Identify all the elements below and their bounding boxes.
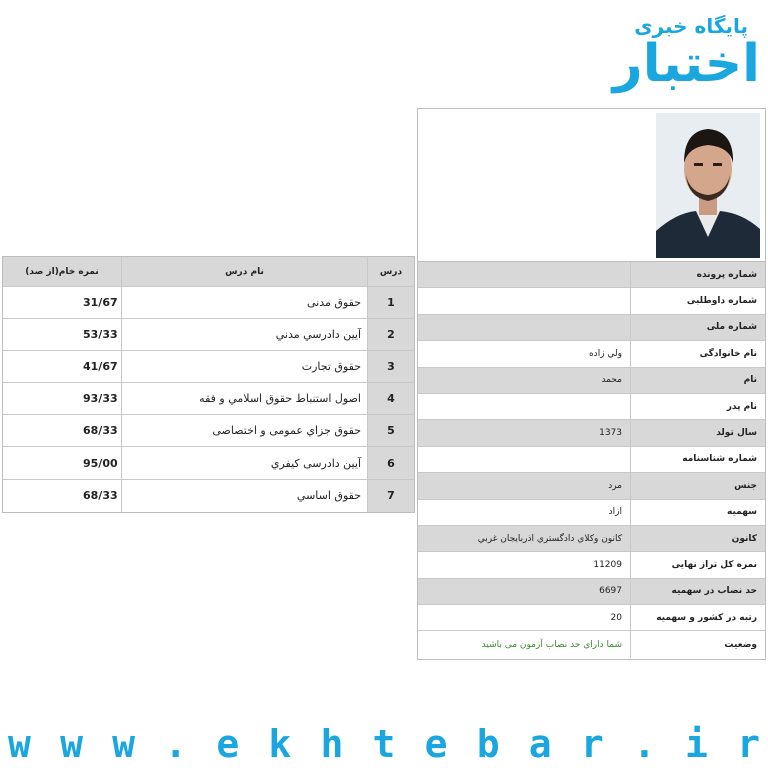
course-num: 2 [367,319,414,350]
row-label: کانون [630,526,765,551]
row-value [418,315,630,340]
row-value [418,394,630,419]
profile-rows [418,262,765,658]
row-label: سال تولد [630,420,765,445]
course-score: 53/33 [83,328,118,342]
row-label: جنس [630,473,765,498]
table-row [3,383,414,415]
url-char: . [164,722,188,766]
url-char: b [476,722,500,766]
row-value: 11209 [593,559,622,570]
header-course-num: درس [367,257,414,286]
row-value: كانون وكلاي دادگستري اذربايجان غربي [418,526,630,551]
header-raw-score: نمره خام(از صد) [25,266,99,277]
course-num: 1 [367,287,414,318]
table-row [3,351,414,383]
logo-wordmark: اختبار [612,34,760,94]
table-row [3,319,414,351]
site-logo [610,12,760,102]
row-value: ازاد [608,507,622,518]
person-portrait-icon [656,113,760,258]
table-row [3,480,414,512]
url-char: e [216,722,240,766]
url-char: w [8,722,31,766]
course-name: حقوق تجارت [121,351,367,382]
photo-area [418,109,765,262]
row-label: شماره شناسنامه [630,447,765,472]
course-score: 41/67 [83,360,118,374]
row-label: نام [630,368,765,393]
row-value: 6697 [418,579,630,604]
row-label: نام خانوادگی [630,341,765,366]
row-father-name [418,394,765,420]
row-candidate-number [418,288,765,314]
header-course-name: نام درس [121,257,367,286]
row-label: نام پدر [630,394,765,419]
row-first-name [418,368,765,394]
url-char: i [685,722,708,766]
status-value: شما دارای حد نصاب آزمون می باشید [481,639,622,650]
course-score: 31/67 [83,296,118,310]
row-value [418,288,630,313]
row-status [418,631,765,657]
url-char: a [528,722,552,766]
candidate-photo [656,113,760,258]
row-label: شماره داوطلبی [630,288,765,313]
row-value: محمد [418,368,630,393]
url-char: r [580,722,604,766]
site-url [0,722,768,768]
course-name: اصول استنباط حقوق اسلامي و فقه [121,383,367,414]
row-birth-year [418,420,765,446]
course-score: 95/00 [83,456,118,470]
url-char: w [60,722,83,766]
row-total-score [418,552,765,578]
course-num: 6 [367,447,414,478]
row-value [418,447,630,472]
row-value: ولي زاده [588,348,622,359]
row-label: رتبه در کشور و سهمیه [630,605,765,630]
row-quota [418,500,765,526]
table-row [3,415,414,447]
profile-card [417,108,766,660]
row-value: مرد [418,473,630,498]
table-row [3,287,414,319]
row-national-id [418,315,765,341]
grades-table [2,256,415,513]
row-label: سهمیه [630,500,765,525]
course-num: 7 [367,480,414,512]
row-label: شماره پرونده [630,262,765,287]
row-last-name [418,341,765,367]
table-row [3,447,414,479]
row-rank [418,605,765,631]
course-name: آيين دادرسی کيفري [121,447,367,478]
url-char: e [424,722,448,766]
row-bar-association [418,526,765,552]
course-score: 68/33 [83,489,118,503]
row-label: نمره کل تراز نهایی [630,552,765,577]
row-file-number [418,262,765,288]
course-score: 93/33 [83,392,118,406]
url-char: r [737,722,760,766]
row-id-number [418,447,765,473]
course-num: 4 [367,383,414,414]
row-label: وضعیت [630,631,765,657]
row-value: 20 [610,612,622,623]
logo-tagline: پایگاه خبری [634,14,748,38]
row-label: شماره ملی [630,315,765,340]
grades-header [3,257,414,287]
course-num: 3 [367,351,414,382]
row-quota-threshold [418,579,765,605]
url-char: h [320,722,344,766]
course-num: 5 [367,415,414,446]
course-score: 68/33 [83,424,118,438]
url-char: w [112,722,136,766]
row-label: حد نصاب در سهمیه [630,579,765,604]
course-name: آيين دادرسي مدني [121,319,367,350]
row-gender [418,473,765,499]
course-name: حقوق اساسي [121,480,367,512]
url-char: . [632,722,656,766]
row-value [418,262,630,287]
url-char: k [268,722,292,766]
course-name: حقوق مدنی [121,287,367,318]
row-value: 1373 [418,420,630,445]
course-name: حقوق جزاي عمومی و اختصاصی [121,415,367,446]
url-char: t [372,722,396,766]
